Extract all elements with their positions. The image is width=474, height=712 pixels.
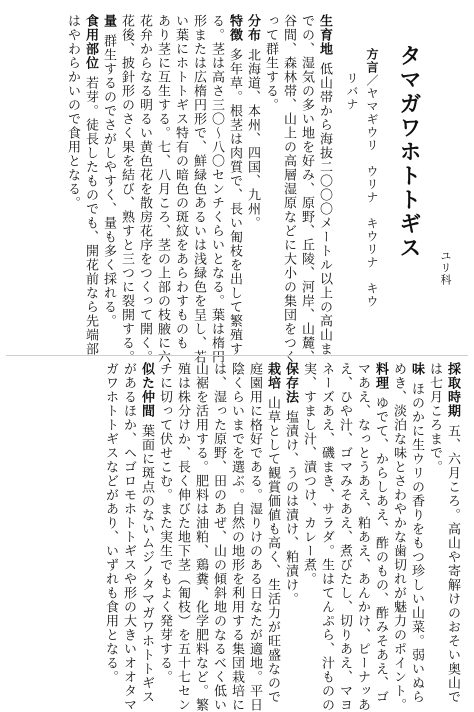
features-line-2: る。茎は高さ三〇～八〇センチくらいとなる。葉は楕円 [209,14,224,364]
preserve-label: 保存法 [283,362,298,404]
yield-label: 量 [101,14,116,28]
cooking-line-5: 実、すまし汁、漬つけ、カレー煮。 [301,362,316,586]
yield-line: 量群生するのでさがしやすく、量も多く採れる。 [101,14,116,328]
distribution-label: 分布 [245,14,260,42]
plant-family: ユリ科 [439,250,452,286]
taste-label: 味 [409,362,424,376]
cultivation-line-2: 庭園用に格好である。湿りけのある日なたが適地。平日 [247,362,262,712]
harvest-line-2: は七月ころまで。 [427,362,442,474]
harvest-line-1: 採取時期五、六月ころ。高山や寄解けのおそい奥山で [445,362,460,704]
similar-line-1: 似た仲間葉面に斑点のないムジノタマガワホトトギス [139,362,154,704]
features-line-6: 花弁からなる明るい黄色花を散房花序をつくって開く。 [137,14,152,364]
cooking-line-1: 料理ゆでて、からしあえ、酢のもの、酢みそあえ、ゴ [373,362,388,704]
cultivation-line-4: は、湿った原野、田のあぜ、山の傾斜地のなるべく低い [211,362,226,712]
cultivation-label: 栽培 [265,362,280,390]
dialect-line-2: リバナ [345,72,359,111]
features-label: 特徴 [227,14,242,42]
similar-line-2: があるほか、ヘゴロモホトトギスや形の大きいオオタマ [121,362,136,712]
preserve-line: 保存法塩漬け、うのは漬け、粕漬け。 [283,362,298,606]
cultivation-line-1: 栽培山草として観賞価値も高く、生活力が旺盛なので [265,362,280,704]
taste-line-1: 味ほのかに生ウリの香りをもつ珍しい山菜。弱いぬら [409,362,424,704]
features-line-5: あり茎に互生する。七、八月ころ、茎の上部の枝腋に六 [155,14,170,364]
cooking-line-3: え、ひや汁、ゴマみそあえ、煮びたし、切りあえ、マヨ [337,362,352,712]
features-line-4: い葉にホトトギス特有の暗色の斑紋をあらわすものも [173,14,188,350]
habitat-label: 生育地 [317,14,332,56]
cooking-line-4: ネーズあえ、磯まき、サラダ。生はてんぷら、汁ものの [319,362,334,712]
cooking-line-2: マあえ、なっとうあえ、粕あえ、あんかけ、ピーナッあ [355,362,370,712]
cooking-label: 料理 [373,362,388,390]
page-title: タマガワホトトギス [396,44,422,260]
habitat-line-4: って群生する。 [263,14,278,112]
features-line-1: 特徴多年草。根茎は肉質で、長い匍枝を出して繁殖す [227,14,242,356]
cultivation-line-6: 殖は株分けか、長く伸びた地下茎（匍枝）を五十七セン [175,362,190,712]
cultivation-line-3: 陰くらいまでを選ぶ。自然の地形を利用する集団栽培に [229,362,244,712]
habitat-line-2: での、湿気の多い地を好み、原野、丘陵、河岸、山麓、 [299,14,314,364]
features-line-3: 形または広楕円形で、鮮緑色あるいは浅緑色を呈し、若 [191,14,206,364]
similar-label: 似た仲間 [139,362,154,418]
features-line-7: 花後、披針形のさく果を結び、熟すと三つに裂開する。 [119,14,134,364]
edible-line-2: はやわらかいので食用となる。 [65,14,80,210]
cultivation-line-5: 山裾を活用する。肥料は油粕、鶏糞、化学肥料など。繁 [193,362,208,712]
distribution-line: 分布北海道、本州、四国、九州。 [245,14,260,230]
dialect-label: 方言 [365,48,379,74]
taste-line-2: めき、淡泊な味とさわやかな歯切れが魅力のポイント。 [391,362,406,712]
habitat-line-3: 谷間、森林帯、山上の高層湿原などに大小の集団をつく [281,14,296,364]
dialect-line-1: 方言／ヤマギウリ ウリナ キウリナ キウ [365,48,379,308]
cultivation-line-7: チに切って伏せこむ。また実生でもよく発芽する。 [157,362,172,684]
section-divider [6,355,468,356]
harvest-label: 採取時期 [445,362,460,418]
edible-label: 食用部位 [83,14,98,70]
edible-line-1: 食用部位若芽。徒長したものでも、開花前なら先端部 [83,14,98,356]
habitat-line-1: 生育地低山帯から海抜二〇〇〇メートル以上の高山ま [317,14,332,356]
similar-line-3: ガワホトトギスなどがあり、いずれも食用となる。 [103,362,118,684]
